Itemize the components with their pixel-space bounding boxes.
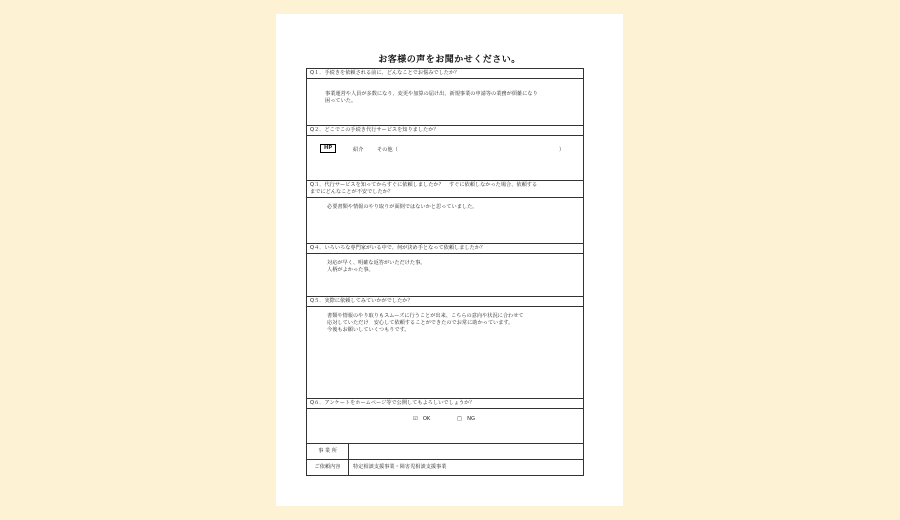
answer-3-text: 必要書類や情報のやり取りが面倒ではないかと思っていました。 <box>327 204 478 210</box>
question-3-text: Q３．代行サービスを知ってからすぐに依頼しましたか？ すぐに依頼しなかった場合、依頼する までにどんなことが不安でしたか？ <box>307 181 583 198</box>
question-5-block <box>307 297 583 399</box>
answer-5-text: 書類や情報のやり取りもスムーズに行うことが出来、こちらの意向や状況に合わせて 応対していただけ 安心して依頼することができたのでお常に助かっています。 今後もお願いしていくつもりです。 <box>327 313 524 333</box>
answer-4-text: 対応が早く、明確な返答がいただけた事。 人柄がよかった事。 <box>327 260 426 273</box>
question-5-text: Q５．実際に依頼してみていかがでしたか？ <box>307 297 583 307</box>
question-1-text: Q１．手続きを依頼される前に、どんなことでお悩みでしたか？ <box>307 69 583 79</box>
request-value: 特定相談支援事業・障害児相談支援事業 <box>353 464 447 470</box>
option-ok-checked: ☑ OK <box>413 416 431 422</box>
question-6-text: Q６．アンケートをホームページ等で公開してもよろしいでしょうか？ <box>307 399 583 409</box>
question-2-block <box>307 126 583 181</box>
request-row <box>307 460 583 476</box>
question-4-block <box>307 244 583 297</box>
questionnaire-form <box>306 68 584 476</box>
questionnaire-sheet <box>276 14 623 506</box>
office-label: 事 業 所 <box>307 444 349 459</box>
answer-1-text: 事業運営や人員が多数になり、変更や加算の届け出、新規事業の申請等の業務が煩雑になり 困っていた。 <box>325 91 538 104</box>
question-3-block <box>307 181 583 244</box>
office-row <box>307 444 583 460</box>
request-label: ご依頼内容 <box>307 460 349 476</box>
option-other: その他（ <box>377 147 398 153</box>
question-2-text: Q２．どこでこの手続き代行サービスを知りましたか？ <box>307 126 583 136</box>
option-ng-unchecked: □ NG <box>457 416 475 422</box>
page-title: お客様の声をお聞かせください。 <box>378 55 521 65</box>
question-1-block <box>307 69 583 126</box>
option-introduction: 紹介 <box>353 147 364 153</box>
option-other-close: ） <box>559 147 565 153</box>
question-6-block <box>307 399 583 444</box>
question-4-text: Q４．いろいろな専門家がいる中で、何が決め手となって依頼しましたか？ <box>307 244 583 254</box>
option-hp-circled: HP <box>320 144 336 153</box>
